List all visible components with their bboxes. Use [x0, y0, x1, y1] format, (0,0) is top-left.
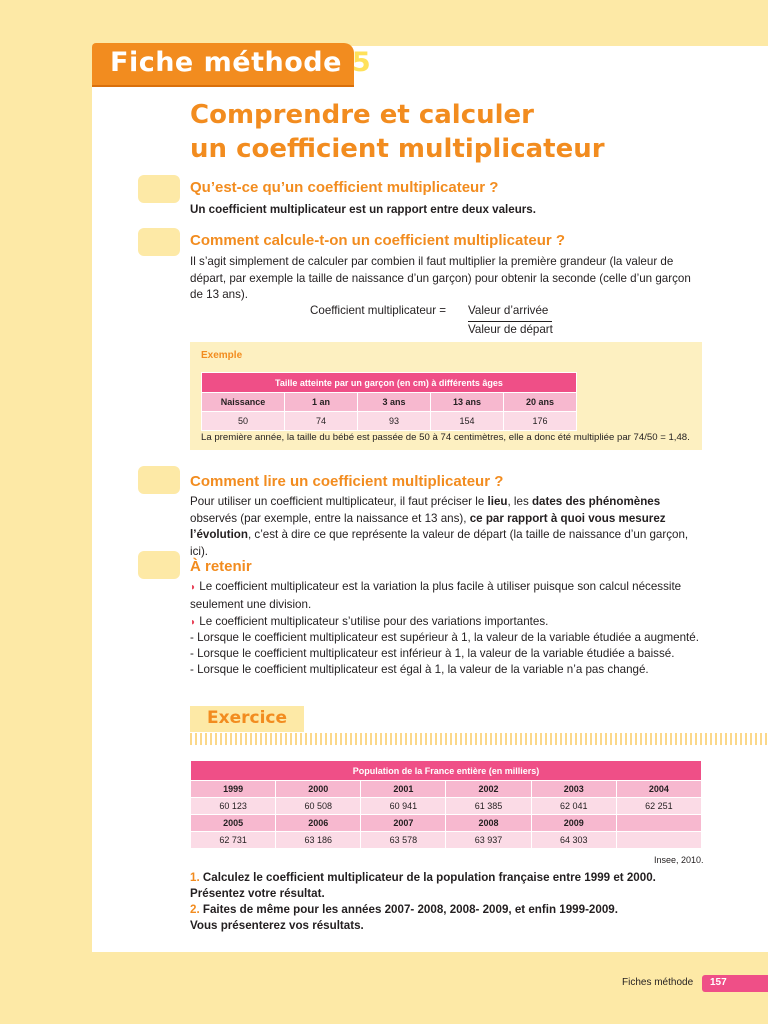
table-header-cell: 13 ans	[431, 393, 504, 412]
value-cell: 62 731	[191, 832, 276, 849]
page-number: 157	[710, 977, 727, 988]
year-cell: 1999	[191, 781, 276, 798]
title-line-2: un coefficient multiplicateur	[190, 134, 605, 164]
value-cell: 60 941	[361, 798, 446, 815]
year-cell: 2001	[361, 781, 446, 798]
formula-label: Coefficient multiplicateur =	[310, 304, 447, 317]
year-cell: 2000	[276, 781, 361, 798]
retenir-line-1: - Lorsque le coefficient multiplicateur est supérieur à 1, la valeur de la variable étudiée a augmenté.	[190, 631, 699, 644]
value-cell: 63 186	[276, 832, 361, 849]
table-row	[191, 798, 702, 815]
exercice-stripes	[190, 733, 768, 745]
value-cell: 62 251	[616, 798, 701, 815]
year-cell: 2005	[191, 815, 276, 832]
value-cell: 64 303	[531, 832, 616, 849]
fiche-methode-label	[110, 47, 371, 78]
population-table	[190, 760, 702, 849]
page-number-badge	[702, 975, 768, 992]
table-row	[191, 781, 702, 798]
retenir-line-3: - Lorsque le coefficient multiplicateur est égal à 1, la valeur de la variable n’a pas changé.	[190, 663, 649, 676]
population-table-caption: Population de la France entière (en milliers)	[191, 761, 702, 781]
exemple-table	[201, 372, 577, 431]
value-cell: 60 508	[276, 798, 361, 815]
question-text: Présentez votre résultat.	[190, 886, 325, 900]
page-title	[190, 98, 605, 166]
title-line-1: Comprendre et calculer	[190, 100, 535, 130]
exemple-box	[190, 342, 702, 450]
text-span: observés (par exemple, entre la naissance et 13 ans),	[190, 511, 470, 525]
table-cell: 176	[504, 412, 577, 431]
year-cell: 2003	[531, 781, 616, 798]
year-cell: 2006	[276, 815, 361, 832]
table-row	[202, 412, 577, 431]
question-text: Faites de même pour les années 2007- 2008, 2008- 2009, et enfin 1999-2009.	[202, 903, 618, 916]
bullet-arrow-icon: ◗	[190, 582, 197, 593]
section-marker	[138, 466, 180, 494]
question-text: Vous présenterez vos résultats.	[190, 918, 364, 932]
value-cell	[616, 832, 701, 849]
bold-span: dates des phénomènes	[531, 495, 661, 508]
value-cell: 62 041	[531, 798, 616, 815]
year-cell	[616, 815, 701, 832]
year-cell: 2002	[446, 781, 531, 798]
table-cell: 93	[358, 412, 431, 431]
value-cell: 61 385	[446, 798, 531, 815]
question-number: 1.	[190, 871, 200, 884]
formula-numerator: Valeur d’arrivée	[468, 304, 549, 317]
tab-label: Fiche méthode	[110, 47, 342, 78]
section-marker	[138, 228, 180, 256]
table-row	[191, 815, 702, 832]
year-cell: 2007	[361, 815, 446, 832]
exercice-title-box	[190, 706, 304, 732]
bold-span: lieu	[487, 495, 508, 508]
table-cell: 74	[285, 412, 358, 431]
source-note: Insee, 2010.	[654, 855, 704, 865]
bullet-text: Le coefficient multiplicateur est la variation la plus facile à utiliser puisque son calcul nécessite seulement une division.	[190, 580, 682, 611]
section-heading-calcul: Comment calcule-t-on un coefficient multiplicateur ?	[190, 232, 566, 249]
question-1	[190, 870, 710, 901]
exemple-table-caption: Taille atteinte par un garçon (en cm) à différents âges	[202, 373, 577, 393]
exemple-note: La première année, la taille du bébé est passée de 50 à 74 centimètres, elle a donc été multipliée par 74/50 = 1,48.	[201, 432, 690, 443]
exemple-label: Exemple	[201, 350, 243, 361]
section-heading-lecture: Comment lire un coefficient multiplicateur ?	[190, 473, 504, 490]
bold-span: ce par rapport à quoi vous mesurez l’évolution	[190, 511, 666, 541]
table-row	[202, 393, 577, 412]
text-span: , les	[507, 495, 532, 508]
definition-text: Un coefficient multiplicateur est un rapport entre deux valeurs.	[190, 203, 536, 216]
year-cell: 2004	[616, 781, 701, 798]
retenir-bullet-2	[190, 614, 702, 632]
calcul-text: Il s’agit simplement de calculer par combien il faut multiplier la première grandeur (la valeur de départ, par exemple la taille de naissance d’un garçon) pour obtenir la seconde (celle d’un garçon de 13 ans).	[190, 255, 691, 301]
text-span: Pour utiliser un coefficient multiplicateur, il faut préciser le	[190, 495, 488, 508]
table-header-cell: Naissance	[202, 393, 285, 412]
table-cell: 154	[431, 412, 504, 431]
table-header-cell: 20 ans	[504, 393, 577, 412]
bullet-arrow-icon: ◗	[190, 617, 197, 628]
year-cell: 2008	[446, 815, 531, 832]
value-cell: 63 578	[361, 832, 446, 849]
text-span: , c’est à dire ce que représente la valeur de départ (la taille de naissance d’un garçon, ici).	[190, 528, 689, 558]
question-text: Calculez le coefficient multiplicateur de la population française entre 1999 et 2000.	[202, 871, 656, 884]
section-marker	[138, 175, 180, 203]
lecture-text	[190, 494, 702, 560]
exercice-title: Exercice	[207, 708, 288, 728]
value-cell: 63 937	[446, 832, 531, 849]
footer-label: Fiches méthode	[622, 977, 694, 988]
question-2	[190, 902, 710, 933]
table-header-cell: 3 ans	[358, 393, 431, 412]
question-number: 2.	[190, 903, 200, 916]
fiche-methode-tab	[92, 43, 372, 85]
formula-denominator: Valeur de départ	[468, 323, 553, 336]
section-heading-definition: Qu’est-ce qu’un coefficient multiplicateur ?	[190, 179, 499, 196]
section-heading-a-retenir: À retenir	[190, 558, 252, 575]
tab-number: 5	[351, 47, 372, 78]
value-cell: 60 123	[191, 798, 276, 815]
bullet-text: Le coefficient multiplicateur s’utilise pour des variations importantes.	[199, 615, 549, 628]
retenir-line-2: - Lorsque le coefficient multiplicateur est inférieur à 1, la valeur de la variable étudiée a baissé.	[190, 647, 675, 660]
year-cell: 2009	[531, 815, 616, 832]
retenir-bullet-1	[190, 579, 702, 613]
table-cell: 50	[202, 412, 285, 431]
table-row	[191, 832, 702, 849]
table-header-cell: 1 an	[285, 393, 358, 412]
section-marker	[138, 551, 180, 579]
